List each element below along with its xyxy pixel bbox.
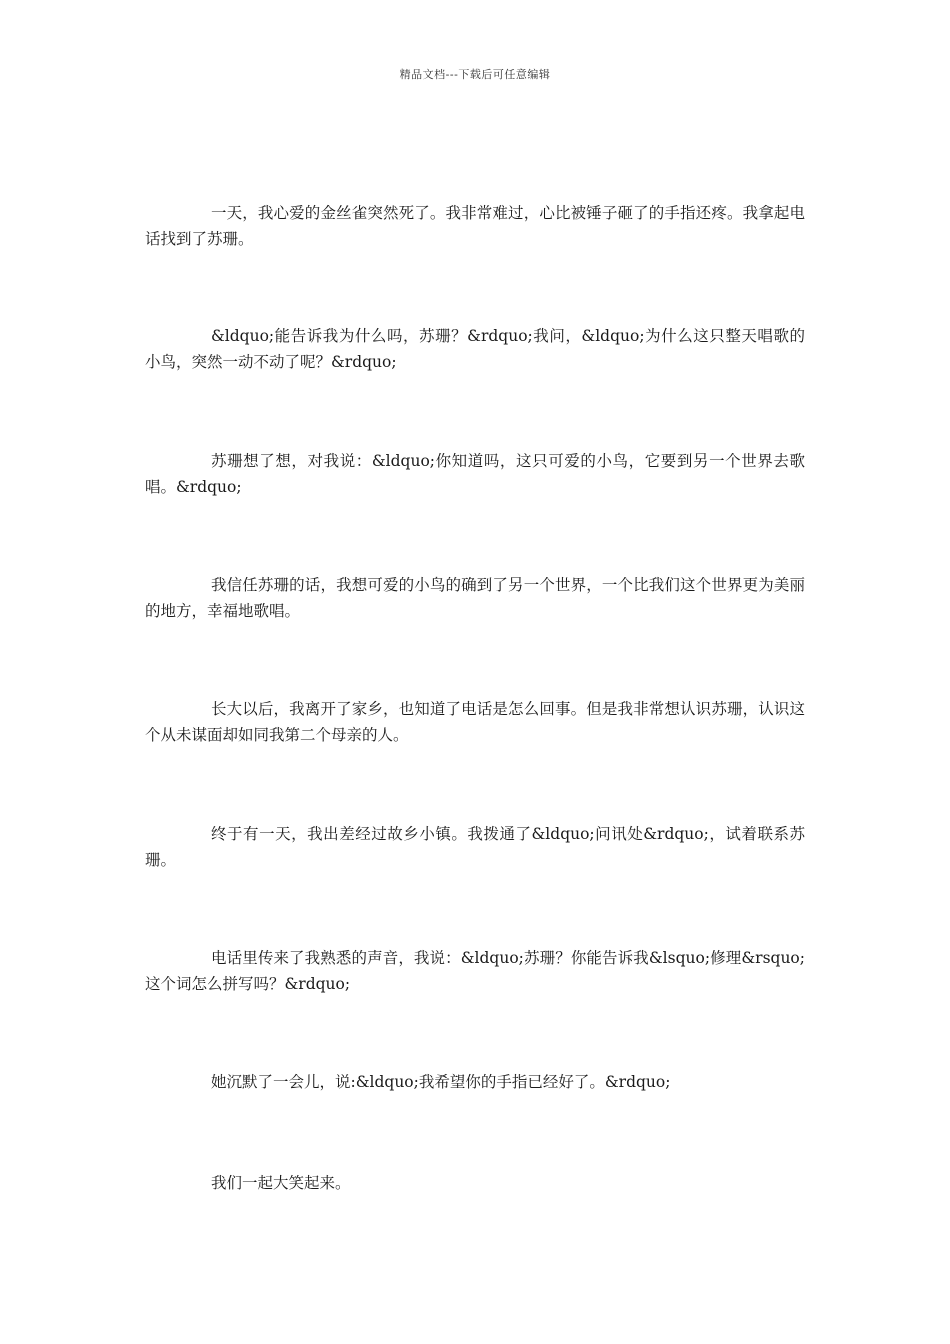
paragraph-7: 电话里传来了我熟悉的声音，我说：&ldquo;苏珊？你能告诉我&lsquo;修理&rsquo;这个词怎么拼写吗？&rdquo; [145, 949, 805, 993]
paragraph-5: 长大以后，我离开了家乡，也知道了电话是怎么回事。但是我非常想认识苏珊，认识这个从未谋面却如同我第二个母亲的人。 [145, 700, 805, 744]
paragraph-9: 我们一起大笑起来。 [211, 1174, 351, 1192]
paragraph-6: 终于有一天，我出差经过故乡小镇。我拨通了&ldquo;问讯处&rdquo;，试着联系苏珊。 [145, 825, 805, 869]
paragraph-8: 她沉默了一会儿，说:&ldquo;我希望你的手指已经好了。&rdquo; [211, 1073, 671, 1091]
page-header: 精品文档---下载后可任意编辑 [399, 68, 551, 81]
paragraph-3: 苏珊想了想，对我说：&ldquo;你知道吗，这只可爱的小鸟，它要到另一个世界去歌唱。&rdquo; [145, 452, 805, 496]
paragraph-4: 我信任苏珊的话，我想可爱的小鸟的确到了另一个世界，一个比我们这个世界更为美丽的地方，幸福地歌唱。 [145, 576, 805, 620]
paragraph-2: &ldquo;能告诉我为什么吗，苏珊？&rdquo;我问，&ldquo;为什么这只整天唱歌的小鸟，突然一动不动了呢？&rdquo; [145, 327, 805, 371]
paragraph-1: 一天，我心爱的金丝雀突然死了。我非常难过，心比被锤子砸了的手指还疼。我拿起电话找到了苏珊。 [145, 204, 805, 248]
